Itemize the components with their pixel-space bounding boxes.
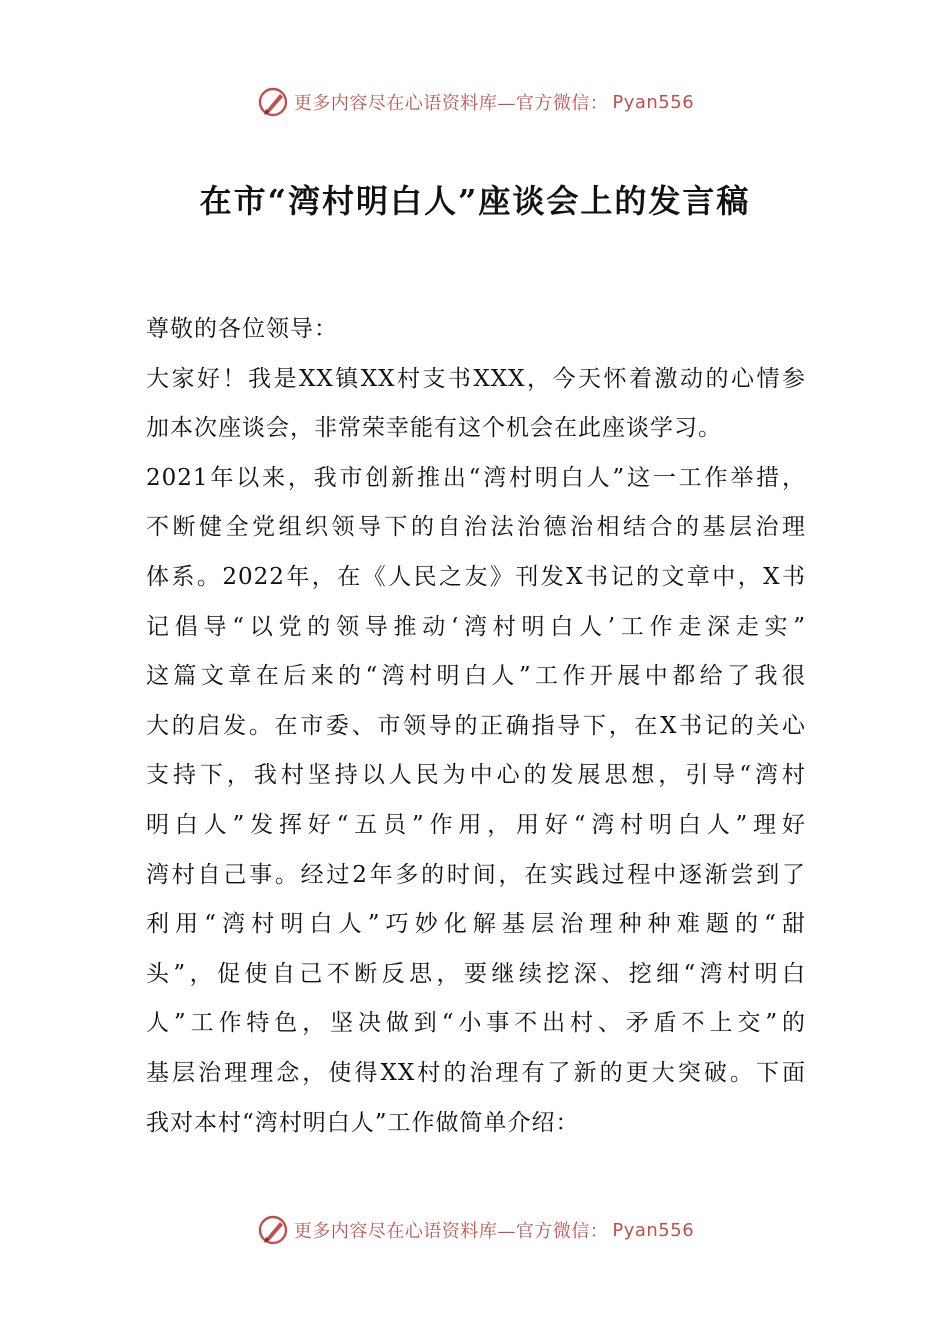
body-line: 大家好！我是XX镇XX村支书XXX，今天怀着激动的心情参	[146, 365, 806, 392]
body-line: 明白人”发挥好“五员”作用，用好“湾村明白人”理好	[146, 811, 806, 838]
watermark-text: 更多内容尽在心语资料库—官方微信：	[293, 93, 609, 114]
body-line: 这篇文章在后来的“湾村明白人”工作开展中都给了我很	[146, 663, 806, 690]
body-line: 加本次座谈会，非常荣幸能有这个机会在此座谈学习。	[146, 415, 722, 442]
watermark-handle: Pyan556	[612, 1219, 695, 1241]
body-line: 人”工作特色，坚决做到“小事不出村、矛盾不上交”的	[146, 1010, 806, 1037]
watermark-handle: Pyan556	[612, 91, 695, 113]
body-line: 记倡导“以党的领导推动‘湾村明白人’工作走深走实”	[146, 613, 806, 640]
body-line: 支持下，我村坚持以人民为中心的发展思想，引导“湾村	[146, 762, 806, 789]
body-line: 头”，促使自己不断反思，要继续挖深、挖细“湾村明白	[146, 960, 806, 987]
watermark-header	[0, 82, 950, 122]
watermark-footer	[0, 1210, 950, 1250]
body-line: 尊敬的各位领导：	[146, 316, 338, 342]
body-line: 湾村自己事。经过2年多的时间，在实践过程中逐渐尝到了	[146, 861, 806, 888]
pen-circle-logo-icon	[256, 1213, 290, 1247]
body-line: 我对本村“湾村明白人”工作做简单介绍：	[146, 1109, 580, 1136]
body-line: 基层治理理念，使得XX村的治理有了新的更大突破。下面	[146, 1059, 806, 1086]
body-line: 利用“湾村明白人”巧妙化解基层治理种种难题的“甜	[146, 911, 806, 938]
body-line: 大的启发。在市委、市领导的正确指导下，在X书记的关心	[146, 712, 806, 739]
watermark-text: 更多内容尽在心语资料库—官方微信：	[293, 1221, 609, 1242]
pen-circle-logo-icon	[256, 85, 290, 119]
body-line: 体系。2022年，在《人民之友》刊发X书记的文章中，X书	[146, 563, 806, 590]
document-body	[146, 305, 806, 1148]
document-title: 在市“湾村明白人”座谈会上的发言稿	[199, 182, 751, 220]
body-line: 2021年以来，我市创新推出“湾村明白人”这一工作举措，	[146, 464, 806, 491]
body-line: 不断健全党组织领导下的自治法治德治相结合的基层治理	[146, 514, 806, 541]
